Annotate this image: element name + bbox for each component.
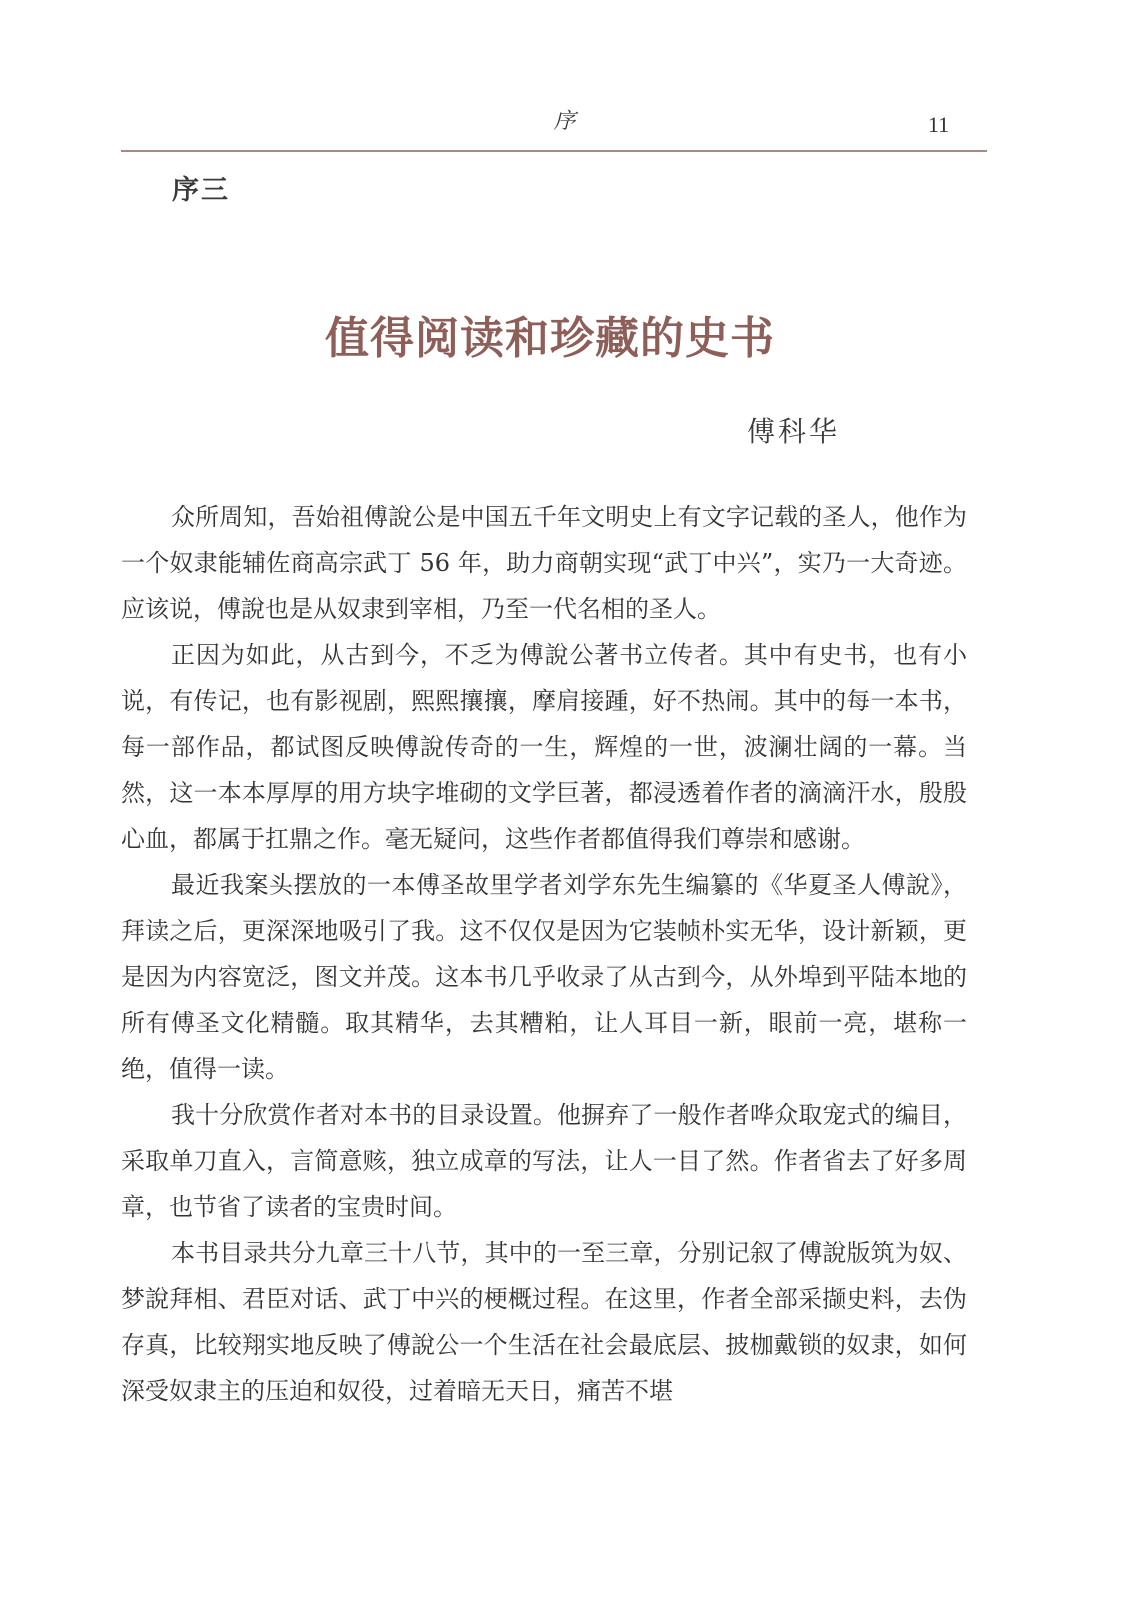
article-title: 值得阅读和珍藏的史书 (325, 313, 775, 364)
header-rule (121, 150, 987, 152)
body-text (121, 494, 967, 1414)
paragraph: 本书目录共分九章三十八节，其中的一至三章，分别记叙了傅說版筑为奴、梦說拜相、君臣对话、武丁中兴的梗概过程。在这里，作者全部采撷史料，去伪存真，比较翔实地反映了傅說公一个生活在社会最底层、披枷戴锁的奴隶，如何深受奴隶主的压迫和奴役，过着暗无天日，痛苦不堪 (121, 1239, 967, 1405)
section-label: 序三 (172, 175, 230, 206)
page-number: 11 (928, 112, 950, 137)
paragraph: 最近我案头摆放的一本傅圣故里学者刘学东先生编纂的《华夏圣人傅說》，拜读之后，更深深地吸引了我。这不仅仅是因为它装帧朴实无华，设计新颖，更是因为内容宽泛，图文并茂。这本书几乎收录了从古到今，从外埠到平陆本地的所有傅圣文化精髓。取其精华，去其糟粕，让人耳目一新，眼前一亮，堪称一绝，值得一读。 (121, 871, 967, 1083)
running-head: 序 (553, 109, 578, 134)
author-name: 傅科华 (747, 415, 841, 448)
paragraph: 众所周知，吾始祖傅說公是中国五千年文明史上有文字记载的圣人，他作为一个奴隶能辅佐商高宗武丁 56 年，助力商朝实现“武丁中兴”，实乃一大奇迹。应该说，傅說也是从奴隶到宰相，乃至一代名相的圣人。 (121, 503, 967, 623)
paragraph: 我十分欣赏作者对本书的目录设置。他摒弃了一般作者哗众取宠式的编目，采取单刀直入，言简意赅，独立成章的写法，让人一目了然。作者省去了好多周章，也节省了读者的宝贵时间。 (121, 1101, 967, 1221)
paragraph: 正因为如此，从古到今，不乏为傅說公著书立传者。其中有史书，也有小说，有传记，也有影视剧，熙熙攘攘，摩肩接踵，好不热闹。其中的每一本书，每一部作品，都试图反映傅說传奇的一生，辉煌的一世，波澜壮阔的一幕。当然，这一本本厚厚的用方块字堆砌的文学巨著，都浸透着作者的滴滴汗水，殷殷心血，都属于扛鼎之作。毫无疑问，这些作者都值得我们尊崇和感谢。 (121, 641, 967, 853)
